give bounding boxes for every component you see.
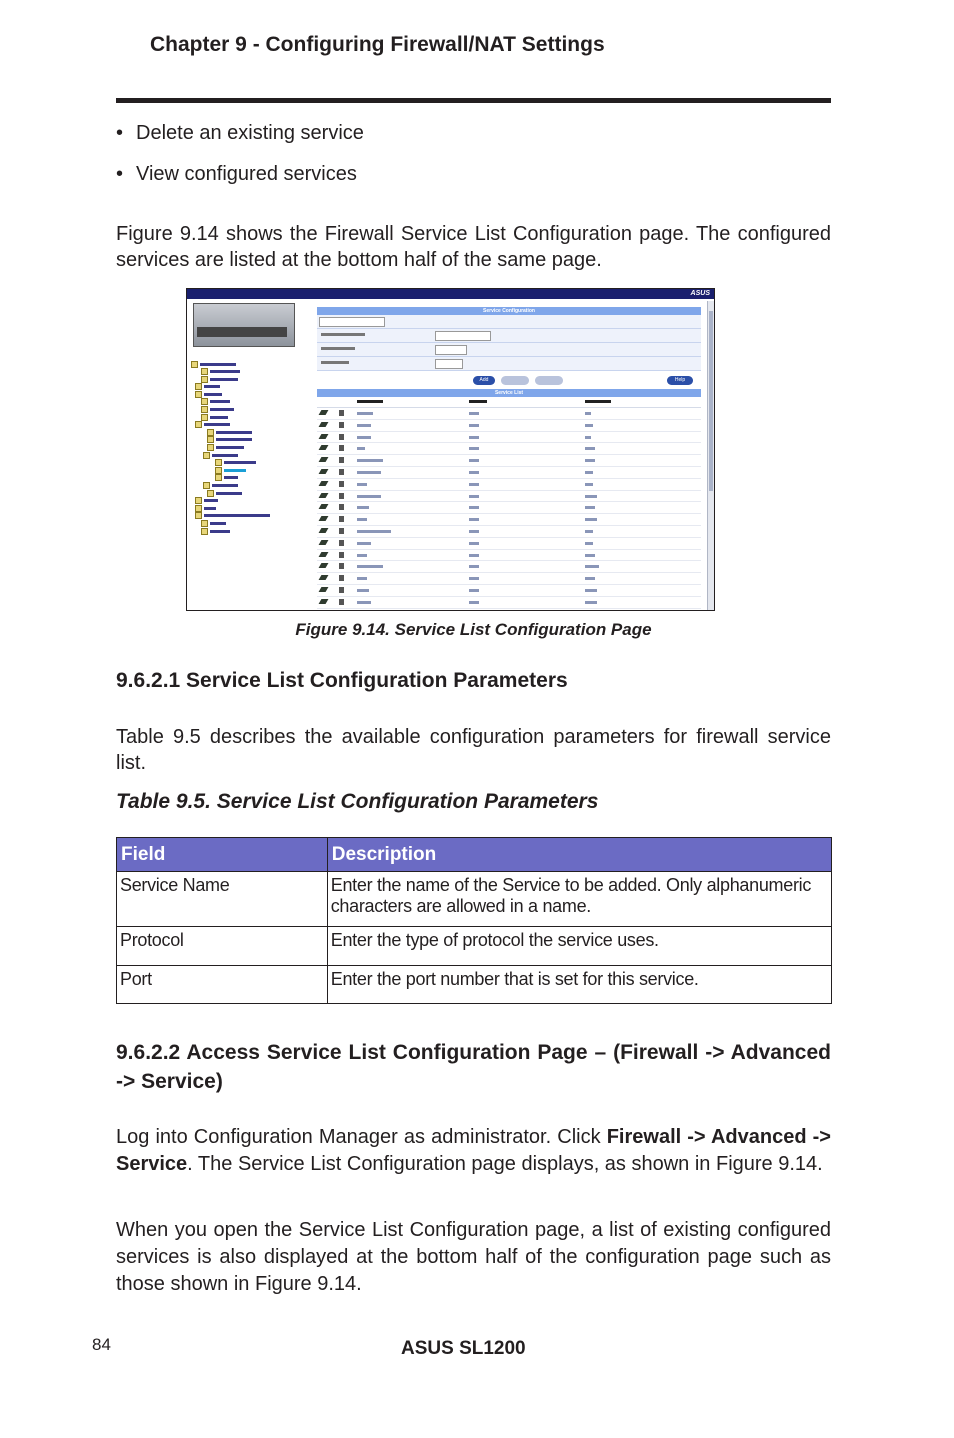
- edit-icon[interactable]: [319, 516, 329, 521]
- delete-icon[interactable]: [339, 563, 344, 569]
- service-list-row[interactable]: [317, 550, 701, 562]
- service-list-row[interactable]: [317, 408, 701, 420]
- edit-icon[interactable]: [319, 540, 329, 545]
- service-list-row[interactable]: [317, 597, 701, 609]
- edit-icon[interactable]: [319, 528, 329, 533]
- service-configuration-bar: Service Configuration: [317, 307, 701, 315]
- delete-icon[interactable]: [339, 540, 344, 546]
- section-heading: 9.6.2.2 Access Service List Configuration Page – (Firewall -> Advanced -> Service): [116, 1041, 831, 1093]
- table-header-field: Field: [117, 838, 328, 872]
- edit-icon[interactable]: [319, 575, 329, 580]
- page-icon: [201, 520, 208, 527]
- page-icon: [201, 406, 208, 413]
- form-row-service-name: [317, 329, 701, 343]
- service-list: [317, 408, 701, 609]
- nav-tree-item: [191, 429, 303, 435]
- service-list-row[interactable]: [317, 467, 701, 479]
- folder-icon: [203, 452, 210, 459]
- form-label: [321, 333, 365, 336]
- edit-icon[interactable]: [319, 493, 329, 498]
- nav-tree-item: [191, 460, 303, 466]
- page-icon: [215, 459, 222, 466]
- service-list-row[interactable]: [317, 420, 701, 432]
- delete-icon[interactable]: [339, 457, 344, 463]
- nav-tree: [191, 361, 303, 536]
- page-icon: [201, 398, 208, 405]
- nav-tree-item: [191, 422, 303, 428]
- folder-icon: [195, 383, 202, 390]
- nav-tree-item: [191, 391, 303, 397]
- page-icon: [207, 444, 214, 451]
- folder-icon: [195, 421, 202, 428]
- bullet-dot: •: [116, 122, 124, 144]
- delete-icon[interactable]: [339, 552, 344, 558]
- form-row-port: [317, 343, 701, 357]
- device-image: [193, 303, 295, 347]
- edit-icon[interactable]: [319, 434, 329, 439]
- form-row-protocol: [317, 357, 701, 371]
- parameters-table: [116, 837, 832, 1004]
- nav-tree-item: [191, 407, 303, 413]
- service-list-row[interactable]: [317, 514, 701, 526]
- service-list-row[interactable]: [317, 538, 701, 550]
- nav-tree-item: [191, 361, 303, 367]
- section-paragraph: When you open the Service List Configuration page, a list of existing configured services is also displayed at the bottom half of the configuration page such as those shown in Figure 9.14.: [116, 1219, 831, 1295]
- table-caption: Table 9.5. Service List Configuration Parameters: [116, 790, 599, 813]
- table-cell-field: Service Name: [117, 872, 328, 927]
- section-paragraph: Table 9.5 describes the available configuration parameters for firewall service list.: [116, 726, 831, 774]
- disabled-button[interactable]: [501, 376, 529, 385]
- nav-tree-item: [191, 376, 303, 382]
- nav-tree-item: [191, 452, 303, 458]
- delete-icon[interactable]: [339, 434, 344, 440]
- disabled-button[interactable]: [535, 376, 563, 385]
- page-icon: [215, 467, 222, 474]
- table-cell-description: Enter the name of the Service to be added. Only alphanumeric characters are allowed in a name.: [327, 872, 831, 927]
- header-rule: [116, 98, 831, 103]
- service-list-row[interactable]: [317, 585, 701, 597]
- nav-tree-item: [191, 520, 303, 526]
- table-cell-description: Enter the port number that is set for this service.: [327, 966, 831, 1004]
- nav-tree-item: [191, 475, 303, 481]
- edit-icon[interactable]: [319, 422, 329, 427]
- table-header-description: Description: [327, 838, 831, 872]
- bullet-text: View configured services: [136, 163, 357, 185]
- table-row: [117, 966, 832, 1004]
- nav-tree-item: [191, 384, 303, 390]
- delete-icon[interactable]: [339, 422, 344, 428]
- nav-tree-item: [191, 528, 303, 534]
- edit-icon[interactable]: [319, 481, 329, 486]
- form-row-action: [317, 315, 701, 329]
- service-list-bar: Service List: [317, 389, 701, 397]
- nav-tree-item: [191, 414, 303, 420]
- service-list-row[interactable]: [317, 455, 701, 467]
- nav-tree-item-service: [191, 467, 303, 473]
- service-list-row[interactable]: [317, 561, 701, 573]
- intro-paragraph: Figure 9.14 shows the Firewall Service List Configuration page. The configured services are listed at the bottom half of the same page.: [116, 223, 831, 271]
- section-heading: 9.6.2.1 Service List Configuration Parameters: [116, 669, 568, 692]
- table-header-row: [117, 838, 832, 872]
- edit-icon[interactable]: [319, 552, 329, 557]
- page-icon: [207, 436, 214, 443]
- delete-icon[interactable]: [339, 599, 344, 605]
- edit-icon[interactable]: [319, 504, 329, 509]
- button-row: [317, 371, 701, 389]
- nav-tree-item: [191, 513, 303, 519]
- port-input[interactable]: [435, 345, 467, 355]
- device-front-panel: [197, 327, 287, 337]
- folder-icon: [195, 505, 202, 512]
- delete-icon[interactable]: [339, 516, 344, 522]
- asus-logo: ASUS: [690, 290, 710, 297]
- delete-icon[interactable]: [339, 587, 344, 593]
- nav-tree-item: [191, 490, 303, 496]
- table-row: [117, 872, 832, 927]
- folder-icon: [191, 361, 198, 368]
- bullet-text: Delete an existing service: [136, 122, 364, 144]
- nav-tree-item: [191, 498, 303, 504]
- delete-icon[interactable]: [339, 528, 344, 534]
- edit-icon[interactable]: [319, 445, 329, 450]
- menu-path: Firewall -> Advanced -> Service: [116, 1126, 831, 1175]
- chapter-title: Chapter 9 - Configuring Firewall/NAT Settings: [150, 33, 605, 56]
- folder-icon: [195, 497, 202, 504]
- footer-product: ASUS SL1200: [401, 1338, 526, 1359]
- nav-tree-item: [191, 437, 303, 443]
- delete-icon[interactable]: [339, 481, 344, 487]
- folder-icon: [195, 391, 202, 398]
- service-list-row[interactable]: [317, 526, 701, 538]
- page-icon: [201, 368, 208, 375]
- nav-tree-item: [191, 399, 303, 405]
- page-icon: [201, 414, 208, 421]
- config-panel: [317, 307, 701, 609]
- action-select[interactable]: [319, 317, 385, 327]
- folder-icon: [195, 512, 202, 519]
- delete-icon[interactable]: [339, 575, 344, 581]
- delete-icon[interactable]: [339, 504, 344, 510]
- folder-icon: [203, 482, 210, 489]
- figure-caption: Figure 9.14. Service List Configuration Page: [295, 620, 652, 639]
- delete-icon[interactable]: [339, 469, 344, 475]
- service-list-row[interactable]: [317, 502, 701, 514]
- nav-tree-item: [191, 505, 303, 511]
- service-list-row[interactable]: [317, 432, 701, 444]
- form-label: [321, 347, 355, 350]
- service-list-row[interactable]: [317, 443, 701, 455]
- delete-icon[interactable]: [339, 445, 344, 451]
- edit-icon[interactable]: [319, 457, 329, 462]
- service-name-input[interactable]: [435, 331, 491, 341]
- bullet-dot: •: [116, 163, 124, 185]
- edit-icon[interactable]: [319, 587, 329, 592]
- help-button[interactable]: Help: [667, 376, 693, 385]
- page-number: 84: [92, 1335, 111, 1354]
- table-cell-field: Port: [117, 966, 328, 1004]
- nav-tree-item: [191, 445, 303, 451]
- table-cell-description: Enter the type of protocol the service uses.: [327, 927, 831, 966]
- service-list-row[interactable]: [317, 479, 701, 491]
- page-icon: [207, 490, 214, 497]
- nav-tree-item: [191, 369, 303, 375]
- table-row: [117, 927, 832, 966]
- figure-screenshot: [186, 288, 715, 611]
- delete-icon[interactable]: [339, 410, 344, 416]
- section-paragraph: Log into Configuration Manager as administrator. Click Firewall -> Advanced -> Service. The Service List Configuration page displays, as shown in Figure 9.14.: [116, 1126, 831, 1175]
- delete-icon[interactable]: [339, 493, 344, 499]
- add-button[interactable]: Add: [473, 376, 495, 385]
- edit-icon[interactable]: [319, 469, 329, 474]
- service-list-row[interactable]: [317, 491, 701, 503]
- edit-icon[interactable]: [319, 410, 329, 415]
- nav-tree-item: [191, 483, 303, 489]
- protocol-select[interactable]: [435, 359, 463, 369]
- service-list-row[interactable]: [317, 573, 701, 585]
- screenshot-title-bar: [187, 289, 714, 299]
- service-list-header: [317, 397, 701, 408]
- page-icon: [201, 376, 208, 383]
- edit-icon[interactable]: [319, 599, 329, 604]
- screenshot-scrollbar[interactable]: [707, 301, 714, 610]
- page-icon: [215, 474, 222, 481]
- page-icon: [201, 528, 208, 535]
- bullet-item: [116, 122, 364, 145]
- page-icon: [207, 429, 214, 436]
- bullet-item: [116, 163, 357, 186]
- table-cell-field: Protocol: [117, 927, 328, 966]
- edit-icon[interactable]: [319, 563, 329, 568]
- form-label: [321, 361, 349, 364]
- scrollbar-thumb[interactable]: [709, 311, 713, 491]
